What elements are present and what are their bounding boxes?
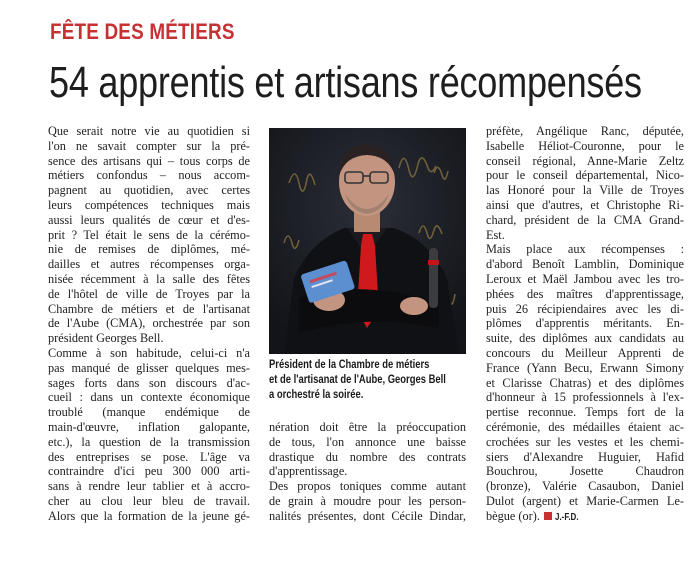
text-line: crochées sur les vestes et les chemi- xyxy=(486,434,684,449)
text-line: préfète, Angélique Ranc, députée, xyxy=(486,124,684,138)
caption-line: a orchestré la soirée. xyxy=(269,389,364,401)
text-line: Mais place aux récompenses : xyxy=(486,242,684,257)
text-line: de tous, l'on annonce une baisse xyxy=(269,434,466,449)
text-line: ainsi que d'autres, et Christophe Ri- xyxy=(486,197,684,212)
text-line: phées des maîtres d'apprentissage, xyxy=(486,286,684,301)
text-line: prit ? Tel était le sens de la cérémo- xyxy=(48,227,250,242)
author-signoff: J.-F.D. xyxy=(554,511,579,523)
text-line: nalités présentes, dont Cécile Dindar, xyxy=(269,508,466,523)
text-line: pertise reconnue. Temps fort de la xyxy=(486,405,684,420)
signoff-square-icon xyxy=(544,512,552,520)
text-line: métiers confondus – nous accom- xyxy=(48,168,250,183)
text-line: bègue (or). J.-F.D. xyxy=(486,509,684,524)
text-line: suite, des diplômes aux candidats au xyxy=(486,331,684,346)
text-line: d'apprentissage. xyxy=(269,464,348,479)
text-line: des entreprises se pose. L'âge va xyxy=(48,449,250,464)
text-line: Leroux et Maël Jambou avec les tro- xyxy=(486,271,684,286)
text-line: main-d'œuvre, inflation galopante, xyxy=(48,419,250,434)
text-line: président Georges Bell. xyxy=(48,331,164,346)
text-line: las Honoré pour la Ville de Troyes xyxy=(486,183,684,198)
text-line: etc.), la question de la transmission xyxy=(48,434,250,449)
caption-line: Président de la Chambre de métiers xyxy=(269,359,430,371)
text-line: drastique du nombre des contrats xyxy=(269,449,466,464)
photo-illustration xyxy=(269,128,466,354)
text-line: cérémonie, des médailles étaient ac- xyxy=(486,419,684,434)
text-line: nération doit être la préoccupation xyxy=(269,420,466,434)
text-line: d'abord Benoît Lamblin, Dominique xyxy=(486,257,684,272)
text-line: pas manqué de glisser quelques mes- xyxy=(48,360,250,375)
text-line: (bronze), Valérie Casaubon, Daniel xyxy=(486,479,684,494)
text-line: aussi leurs qualités de cœur et d'es- xyxy=(48,212,250,227)
text-line: cher au clou leur bleu de travail. xyxy=(48,493,250,508)
text-line: de grain à moudre pour les person- xyxy=(269,493,466,508)
text-line: plômes d'apprentis méritants. En- xyxy=(486,316,684,331)
text-line: cueil : dans un contexte économique xyxy=(48,390,250,405)
text-line: Bouchrou, Josette Chaudron xyxy=(486,464,684,479)
text-line: pour le conseil départemental, Nico- xyxy=(486,168,684,183)
text-line: siers d'Alexandre Huguier, Hafid xyxy=(486,449,684,464)
caption-line: et de l'artisanat de l'Aube, Georges Bell xyxy=(269,374,446,386)
article-photo xyxy=(269,128,466,354)
article-headline: 54 apprentis et artisans récompensés xyxy=(49,58,642,107)
text-line: dailles et autres récompenses orga- xyxy=(48,257,250,272)
text-line: pagnent au quotidien, avec certes xyxy=(48,183,250,198)
text-line: sence des artisans qui – tous corps de xyxy=(48,153,250,168)
article-column-2 xyxy=(269,420,466,524)
text-line: France (Yann Becu, Erwann Simony xyxy=(486,360,684,375)
text-line: nisée récemment à la salle des fêtes xyxy=(48,271,250,286)
text-line: nie de remises de diplômes, mé- xyxy=(48,242,250,257)
text-line: concours du Meilleur Apprenti de xyxy=(486,345,684,360)
text-line: Isabelle Héliot-Couronne, pour le xyxy=(486,138,684,153)
text-line: contraindre d'ici peu 300 000 arti- xyxy=(48,464,250,479)
text-line: l'on ne savait compter sur la pré- xyxy=(48,138,250,153)
article-kicker: FÊTE DES MÉTIERS xyxy=(50,19,235,44)
text-line: puis 26 récipiendaires avec les di- xyxy=(486,301,684,316)
text-line: Chambre de métiers et de l'artisanat xyxy=(48,301,250,316)
text-line: d'honneur à 15 professionnels à l'ex- xyxy=(486,390,684,405)
text-line: leurs compétences techniques mais xyxy=(48,197,250,212)
text-line: Dulot (argent) et Marie-Carmen Le- xyxy=(486,493,684,508)
text-line: et Clarisse Chatras) et des diplômes xyxy=(486,375,684,390)
article-column-1 xyxy=(48,124,250,524)
text-line: sages forts dans son discours d'ac- xyxy=(48,375,250,390)
article-column-3 xyxy=(486,124,684,524)
text-line: Que serait notre vie au quotidien si xyxy=(48,124,250,138)
photo-caption xyxy=(269,358,446,403)
text-line: de l'hôtel de ville de Troyes par la xyxy=(48,286,250,301)
text-line: Comme à son habitude, celui-ci n'a xyxy=(48,345,250,360)
text-line: chard, président de la CMA Grand- xyxy=(486,212,684,227)
text-line: troublé (manque endémique de xyxy=(48,405,250,420)
text-line: conseil régional, Anne-Marie Zeltz xyxy=(486,153,684,168)
text-line: de l'Aube (CMA), orchestrée par son xyxy=(48,316,250,331)
text-line: Des propos toniques comme autant xyxy=(269,479,466,494)
text-line: Alors que la formation de la jeune gé- xyxy=(48,508,250,523)
text-line: sans à rendre leur tablier et à accro- xyxy=(48,479,250,494)
text-line: Est. xyxy=(486,227,505,242)
